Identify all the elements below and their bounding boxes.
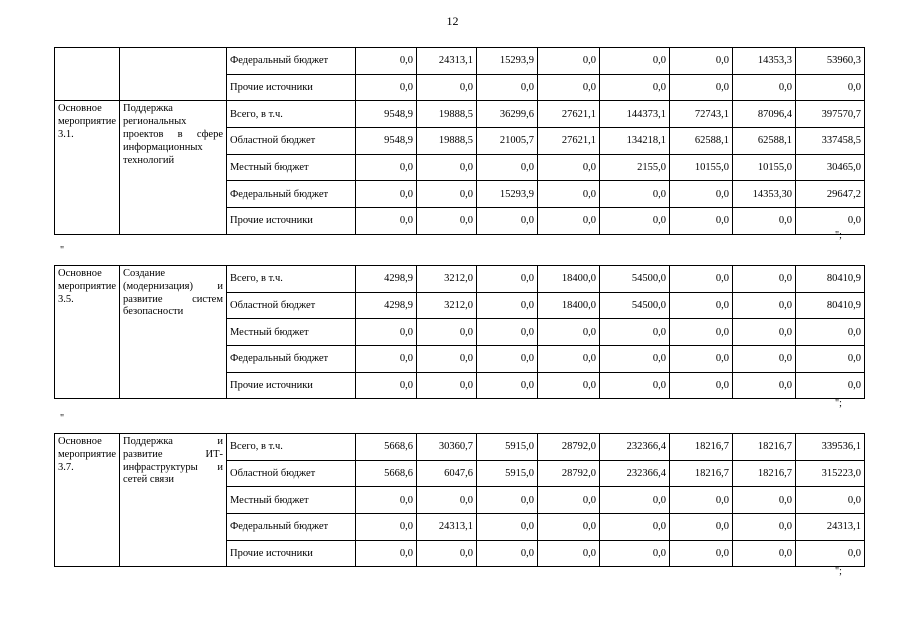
value-cell: 72743,1 <box>669 101 732 128</box>
funding-source: Областной бюджет <box>226 128 355 155</box>
value-cell: 0,0 <box>732 540 795 567</box>
funding-source: Федеральный бюджет <box>226 48 355 75</box>
value-cell: 28792,0 <box>537 460 599 487</box>
value-cell: 0,0 <box>669 346 732 373</box>
value-cell: 0,0 <box>599 74 669 101</box>
value-cell: 0,0 <box>476 154 537 181</box>
value-cell: 6047,6 <box>416 460 476 487</box>
value-cell: 0,0 <box>355 208 416 235</box>
funding-table-activity-3-5 <box>54 265 865 399</box>
value-cell: 80410,9 <box>795 266 864 293</box>
value-cell: 339536,1 <box>795 434 864 461</box>
value-cell: 3212,0 <box>416 266 476 293</box>
value-cell: 0,0 <box>732 372 795 399</box>
value-cell: 54500,0 <box>599 292 669 319</box>
value-cell: 29647,2 <box>795 181 864 208</box>
value-cell: 30465,0 <box>795 154 864 181</box>
value-cell: 144373,1 <box>599 101 669 128</box>
value-cell: 9548,9 <box>355 101 416 128</box>
value-cell: 15293,9 <box>476 181 537 208</box>
value-cell: 87096,4 <box>732 101 795 128</box>
page-number: 12 <box>446 14 459 28</box>
funding-source: Федеральный бюджет <box>226 514 355 541</box>
table-row <box>55 266 865 293</box>
value-cell: 0,0 <box>355 514 416 541</box>
funding-source: Прочие источники <box>226 372 355 399</box>
value-cell: 53960,3 <box>795 48 864 75</box>
value-cell: 54500,0 <box>599 266 669 293</box>
value-cell: 0,0 <box>669 514 732 541</box>
value-cell: 315223,0 <box>795 460 864 487</box>
value-cell: 27621,1 <box>537 128 599 155</box>
value-cell: 0,0 <box>669 48 732 75</box>
value-cell: 0,0 <box>537 346 599 373</box>
value-cell: 0,0 <box>476 319 537 346</box>
value-cell: 27621,1 <box>537 101 599 128</box>
value-cell: 0,0 <box>732 292 795 319</box>
value-cell: 0,0 <box>416 154 476 181</box>
value-cell: 80410,9 <box>795 292 864 319</box>
value-cell: 5668,6 <box>355 434 416 461</box>
value-cell: 0,0 <box>355 487 416 514</box>
value-cell: 0,0 <box>476 266 537 293</box>
value-cell: 62588,1 <box>732 128 795 155</box>
value-cell: 62588,1 <box>669 128 732 155</box>
value-cell: 4298,9 <box>355 266 416 293</box>
value-cell: 0,0 <box>355 319 416 346</box>
value-cell: 18216,7 <box>669 460 732 487</box>
value-cell: 3212,0 <box>416 292 476 319</box>
value-cell: 24313,1 <box>795 514 864 541</box>
value-cell: 0,0 <box>732 487 795 514</box>
value-cell: 0,0 <box>599 346 669 373</box>
value-cell: 2155,0 <box>599 154 669 181</box>
closing-quote-mark: "; <box>835 230 842 241</box>
value-cell: 0,0 <box>669 208 732 235</box>
opening-quote-mark: " <box>60 245 65 256</box>
value-cell: 0,0 <box>795 319 864 346</box>
empty-cell <box>55 48 120 101</box>
value-cell: 0,0 <box>355 48 416 75</box>
value-cell: 30360,7 <box>416 434 476 461</box>
funding-source: Прочие источники <box>226 74 355 101</box>
value-cell: 0,0 <box>416 181 476 208</box>
value-cell: 18400,0 <box>537 266 599 293</box>
funding-source: Местный бюджет <box>226 319 355 346</box>
value-cell: 0,0 <box>669 487 732 514</box>
value-cell: 0,0 <box>669 292 732 319</box>
value-cell: 0,0 <box>355 181 416 208</box>
table-row <box>55 48 865 75</box>
value-cell: 0,0 <box>599 181 669 208</box>
value-cell: 0,0 <box>537 208 599 235</box>
funding-source: Федеральный бюджет <box>226 181 355 208</box>
opening-quote-mark: " <box>60 413 65 424</box>
value-cell: 28792,0 <box>537 434 599 461</box>
value-cell: 0,0 <box>416 74 476 101</box>
value-cell: 0,0 <box>476 346 537 373</box>
value-cell: 0,0 <box>476 292 537 319</box>
value-cell: 0,0 <box>355 372 416 399</box>
value-cell: 0,0 <box>732 208 795 235</box>
value-cell: 0,0 <box>669 372 732 399</box>
value-cell: 0,0 <box>537 181 599 208</box>
value-cell: 19888,5 <box>416 101 476 128</box>
value-cell: 24313,1 <box>416 514 476 541</box>
value-cell: 232366,4 <box>599 434 669 461</box>
funding-source: Всего, в т.ч. <box>226 101 355 128</box>
value-cell: 0,0 <box>476 74 537 101</box>
value-cell: 0,0 <box>537 48 599 75</box>
value-cell: 0,0 <box>795 540 864 567</box>
activity-title: Создание (модернизация) и развитие систем безопасности <box>119 266 226 399</box>
activity-number: Основное мероприятие 3.7. <box>55 434 120 567</box>
value-cell: 0,0 <box>669 540 732 567</box>
value-cell: 0,0 <box>537 487 599 514</box>
value-cell: 0,0 <box>599 208 669 235</box>
value-cell: 0,0 <box>537 319 599 346</box>
funding-source: Областной бюджет <box>226 292 355 319</box>
value-cell: 0,0 <box>537 372 599 399</box>
value-cell: 18216,7 <box>732 460 795 487</box>
value-cell: 0,0 <box>476 372 537 399</box>
value-cell: 0,0 <box>795 208 864 235</box>
value-cell: 36299,6 <box>476 101 537 128</box>
value-cell: 0,0 <box>795 346 864 373</box>
value-cell: 9548,9 <box>355 128 416 155</box>
funding-source: Федеральный бюджет <box>226 346 355 373</box>
value-cell: 10155,0 <box>732 154 795 181</box>
value-cell: 18216,7 <box>669 434 732 461</box>
value-cell: 0,0 <box>669 266 732 293</box>
value-cell: 0,0 <box>795 372 864 399</box>
funding-source: Прочие источники <box>226 208 355 235</box>
value-cell: 24313,1 <box>416 48 476 75</box>
funding-source: Местный бюджет <box>226 487 355 514</box>
value-cell: 0,0 <box>355 346 416 373</box>
value-cell: 0,0 <box>416 319 476 346</box>
value-cell: 0,0 <box>416 346 476 373</box>
value-cell: 397570,7 <box>795 101 864 128</box>
funding-source: Областной бюджет <box>226 460 355 487</box>
value-cell: 0,0 <box>416 487 476 514</box>
value-cell: 0,0 <box>355 154 416 181</box>
funding-table-continued <box>54 47 865 235</box>
value-cell: 15293,9 <box>476 48 537 75</box>
value-cell: 134218,1 <box>599 128 669 155</box>
value-cell: 0,0 <box>599 319 669 346</box>
table-row <box>55 101 865 128</box>
value-cell: 0,0 <box>355 74 416 101</box>
funding-source: Местный бюджет <box>226 154 355 181</box>
value-cell: 0,0 <box>537 154 599 181</box>
value-cell: 0,0 <box>416 208 476 235</box>
value-cell: 10155,0 <box>669 154 732 181</box>
value-cell: 232366,4 <box>599 460 669 487</box>
table-row <box>55 434 865 461</box>
value-cell: 0,0 <box>732 346 795 373</box>
funding-source: Всего, в т.ч. <box>226 266 355 293</box>
value-cell: 0,0 <box>537 540 599 567</box>
value-cell: 0,0 <box>669 319 732 346</box>
value-cell: 0,0 <box>416 372 476 399</box>
value-cell: 337458,5 <box>795 128 864 155</box>
value-cell: 0,0 <box>669 181 732 208</box>
empty-cell <box>119 48 226 101</box>
value-cell: 0,0 <box>732 266 795 293</box>
value-cell: 0,0 <box>732 319 795 346</box>
funding-source: Всего, в т.ч. <box>226 434 355 461</box>
value-cell: 4298,9 <box>355 292 416 319</box>
value-cell: 0,0 <box>669 74 732 101</box>
value-cell: 14353,30 <box>732 181 795 208</box>
value-cell: 0,0 <box>476 514 537 541</box>
value-cell: 0,0 <box>732 74 795 101</box>
value-cell: 0,0 <box>416 540 476 567</box>
value-cell: 0,0 <box>732 514 795 541</box>
value-cell: 18400,0 <box>537 292 599 319</box>
activity-number: Основное мероприятие 3.1. <box>55 101 120 234</box>
value-cell: 0,0 <box>599 540 669 567</box>
value-cell: 19888,5 <box>416 128 476 155</box>
value-cell: 0,0 <box>599 48 669 75</box>
funding-table-activity-3-7 <box>54 433 865 567</box>
activity-number: Основное мероприятие 3.5. <box>55 266 120 399</box>
value-cell: 0,0 <box>599 514 669 541</box>
value-cell: 0,0 <box>537 74 599 101</box>
value-cell: 18216,7 <box>732 434 795 461</box>
funding-source: Прочие источники <box>226 540 355 567</box>
value-cell: 0,0 <box>476 487 537 514</box>
value-cell: 5915,0 <box>476 460 537 487</box>
value-cell: 0,0 <box>599 487 669 514</box>
value-cell: 0,0 <box>476 208 537 235</box>
value-cell: 0,0 <box>795 74 864 101</box>
closing-quote-mark: "; <box>835 398 842 409</box>
activity-title: Поддержка региональных проектов в сфере информационных технологий <box>119 101 226 234</box>
value-cell: 0,0 <box>599 372 669 399</box>
value-cell: 0,0 <box>476 540 537 567</box>
value-cell: 0,0 <box>537 514 599 541</box>
value-cell: 5915,0 <box>476 434 537 461</box>
activity-title: Поддержка и развитие ИТ-инфраструктуры и сетей связи <box>119 434 226 567</box>
value-cell: 5668,6 <box>355 460 416 487</box>
closing-quote-mark: "; <box>835 566 842 577</box>
value-cell: 21005,7 <box>476 128 537 155</box>
value-cell: 14353,3 <box>732 48 795 75</box>
value-cell: 0,0 <box>355 540 416 567</box>
value-cell: 0,0 <box>795 487 864 514</box>
